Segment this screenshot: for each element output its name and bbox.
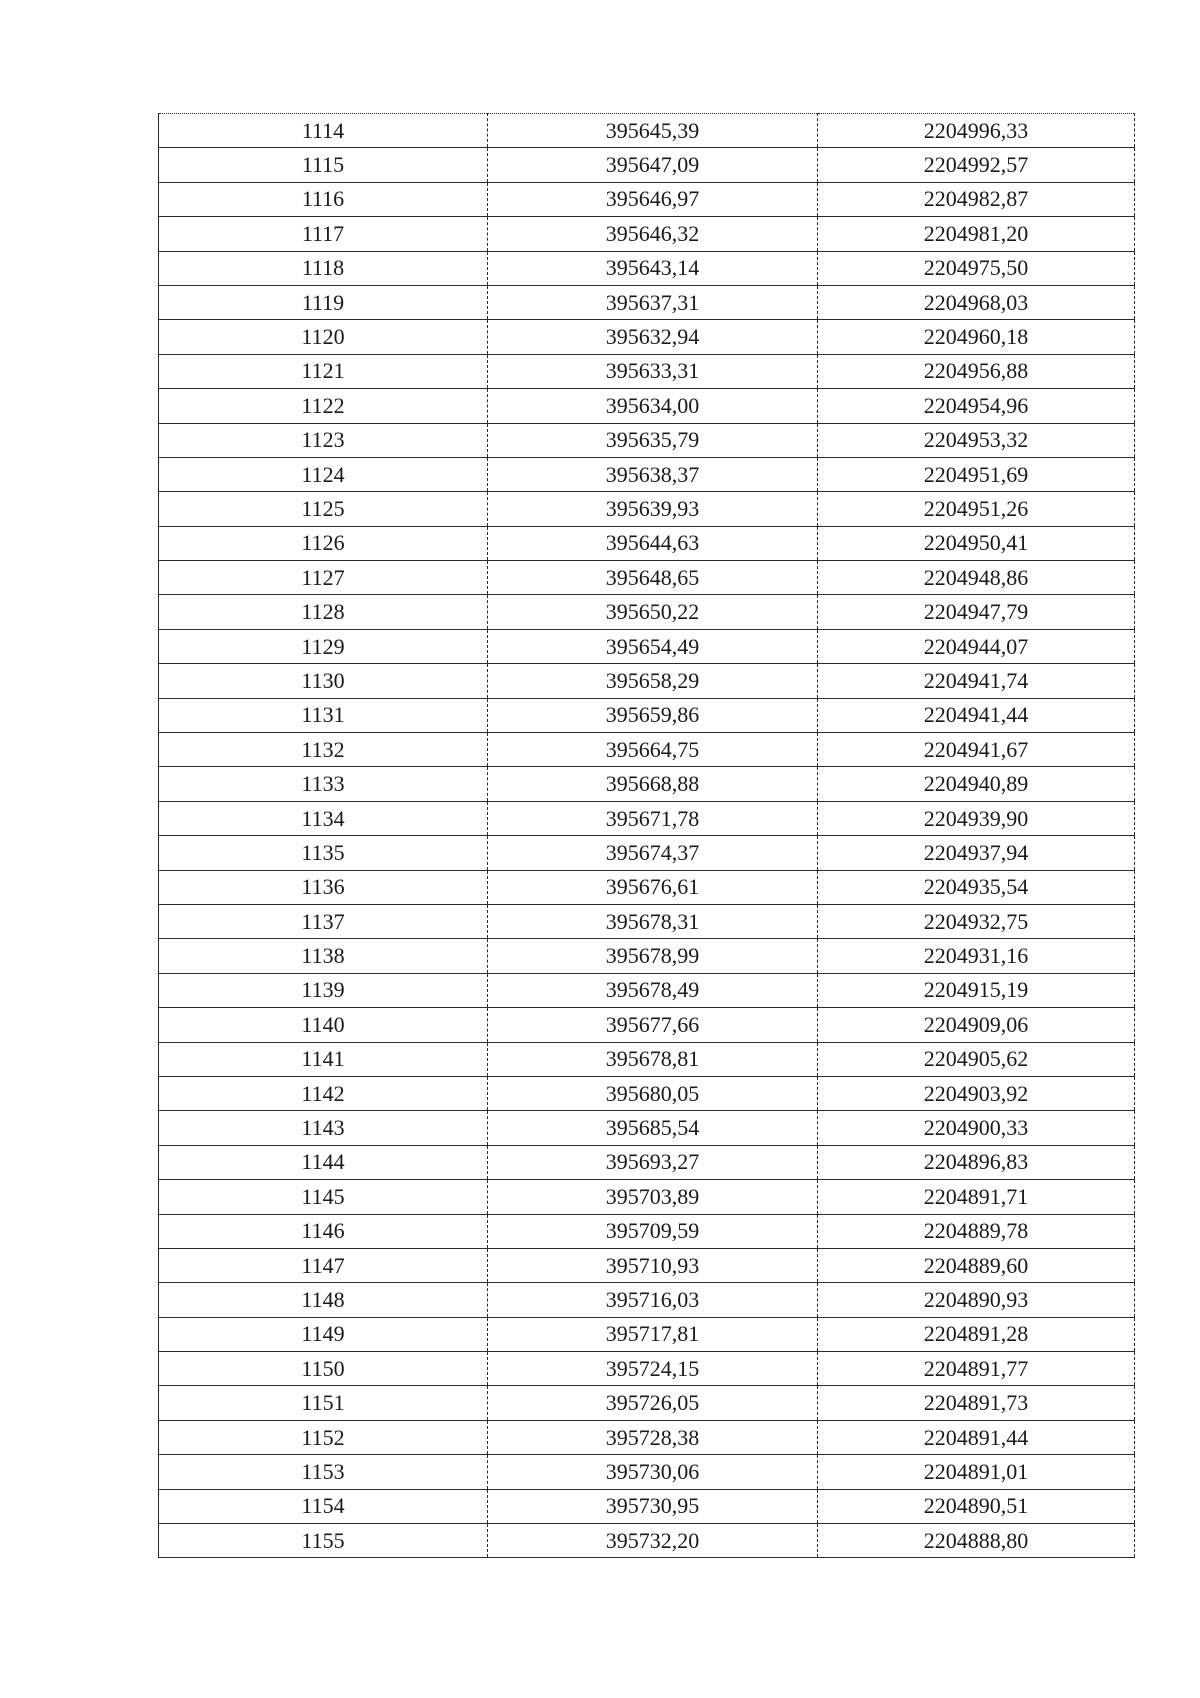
point-number-cell: 1154: [159, 1489, 488, 1523]
x-coordinate-cell: 395676,61: [488, 870, 818, 904]
table-row: [159, 1145, 1135, 1179]
x-coordinate-cell: 395728,38: [488, 1420, 818, 1454]
y-coordinate-cell: 2204960,18: [818, 320, 1135, 354]
y-coordinate-cell: 2204891,73: [818, 1386, 1135, 1420]
point-number-cell: 1115: [159, 148, 488, 182]
table-row: [159, 733, 1135, 767]
y-coordinate-cell: 2204896,83: [818, 1145, 1135, 1179]
table-row: [159, 1111, 1135, 1145]
table-row: [159, 1180, 1135, 1214]
point-number-cell: 1139: [159, 973, 488, 1007]
table-row: [159, 148, 1135, 182]
y-coordinate-cell: 2204935,54: [818, 870, 1135, 904]
x-coordinate-cell: 395730,95: [488, 1489, 818, 1523]
point-number-cell: 1126: [159, 526, 488, 560]
point-number-cell: 1137: [159, 904, 488, 938]
point-number-cell: 1146: [159, 1214, 488, 1248]
point-number-cell: 1152: [159, 1420, 488, 1454]
y-coordinate-cell: 2204956,88: [818, 354, 1135, 388]
table-row: [159, 389, 1135, 423]
x-coordinate-cell: 395677,66: [488, 1008, 818, 1042]
x-coordinate-cell: 395678,49: [488, 973, 818, 1007]
y-coordinate-cell: 2204951,69: [818, 457, 1135, 491]
x-coordinate-cell: 395650,22: [488, 595, 818, 629]
point-number-cell: 1116: [159, 182, 488, 216]
x-coordinate-cell: 395658,29: [488, 664, 818, 698]
point-number-cell: 1145: [159, 1180, 488, 1214]
x-coordinate-cell: 395710,93: [488, 1248, 818, 1282]
x-coordinate-cell: 395632,94: [488, 320, 818, 354]
point-number-cell: 1133: [159, 767, 488, 801]
table-row: [159, 457, 1135, 491]
point-number-cell: 1124: [159, 457, 488, 491]
y-coordinate-cell: 2204890,51: [818, 1489, 1135, 1523]
y-coordinate-cell: 2204951,26: [818, 492, 1135, 526]
point-number-cell: 1122: [159, 389, 488, 423]
point-number-cell: 1130: [159, 664, 488, 698]
point-number-cell: 1123: [159, 423, 488, 457]
y-coordinate-cell: 2204889,78: [818, 1214, 1135, 1248]
table-row: [159, 1524, 1135, 1558]
x-coordinate-cell: 395646,97: [488, 182, 818, 216]
y-coordinate-cell: 2204981,20: [818, 217, 1135, 251]
coordinates-table-body: [159, 114, 1135, 1558]
x-coordinate-cell: 395643,14: [488, 251, 818, 285]
table-row: [159, 1248, 1135, 1282]
x-coordinate-cell: 395678,81: [488, 1042, 818, 1076]
point-number-cell: 1121: [159, 354, 488, 388]
x-coordinate-cell: 395671,78: [488, 801, 818, 835]
x-coordinate-cell: 395685,54: [488, 1111, 818, 1145]
table-row: [159, 251, 1135, 285]
point-number-cell: 1117: [159, 217, 488, 251]
y-coordinate-cell: 2204941,67: [818, 733, 1135, 767]
point-number-cell: 1148: [159, 1283, 488, 1317]
point-number-cell: 1114: [159, 114, 488, 148]
point-number-cell: 1142: [159, 1076, 488, 1110]
table-row: [159, 492, 1135, 526]
x-coordinate-cell: 395668,88: [488, 767, 818, 801]
table-row: [159, 1386, 1135, 1420]
x-coordinate-cell: 395638,37: [488, 457, 818, 491]
coordinates-table: [158, 113, 1135, 1558]
point-number-cell: 1132: [159, 733, 488, 767]
x-coordinate-cell: 395730,06: [488, 1455, 818, 1489]
table-row: [159, 698, 1135, 732]
y-coordinate-cell: 2204950,41: [818, 526, 1135, 560]
table-row: [159, 423, 1135, 457]
point-number-cell: 1149: [159, 1317, 488, 1351]
point-number-cell: 1120: [159, 320, 488, 354]
x-coordinate-cell: 395645,39: [488, 114, 818, 148]
y-coordinate-cell: 2204890,93: [818, 1283, 1135, 1317]
x-coordinate-cell: 395674,37: [488, 836, 818, 870]
table-row: [159, 182, 1135, 216]
point-number-cell: 1134: [159, 801, 488, 835]
x-coordinate-cell: 395633,31: [488, 354, 818, 388]
table-row: [159, 870, 1135, 904]
table-row: [159, 801, 1135, 835]
table-row: [159, 1420, 1135, 1454]
point-number-cell: 1140: [159, 1008, 488, 1042]
y-coordinate-cell: 2204968,03: [818, 285, 1135, 319]
table-row: [159, 1317, 1135, 1351]
y-coordinate-cell: 2204937,94: [818, 836, 1135, 870]
x-coordinate-cell: 395646,32: [488, 217, 818, 251]
y-coordinate-cell: 2204947,79: [818, 595, 1135, 629]
x-coordinate-cell: 395664,75: [488, 733, 818, 767]
y-coordinate-cell: 2204940,89: [818, 767, 1135, 801]
x-coordinate-cell: 395648,65: [488, 561, 818, 595]
table-row: [159, 664, 1135, 698]
x-coordinate-cell: 395693,27: [488, 1145, 818, 1179]
y-coordinate-cell: 2204903,92: [818, 1076, 1135, 1110]
table-row: [159, 285, 1135, 319]
table-row: [159, 1008, 1135, 1042]
table-row: [159, 629, 1135, 663]
y-coordinate-cell: 2204889,60: [818, 1248, 1135, 1282]
point-number-cell: 1127: [159, 561, 488, 595]
y-coordinate-cell: 2204891,71: [818, 1180, 1135, 1214]
point-number-cell: 1136: [159, 870, 488, 904]
x-coordinate-cell: 395654,49: [488, 629, 818, 663]
y-coordinate-cell: 2204992,57: [818, 148, 1135, 182]
x-coordinate-cell: 395647,09: [488, 148, 818, 182]
x-coordinate-cell: 395678,31: [488, 904, 818, 938]
y-coordinate-cell: 2204975,50: [818, 251, 1135, 285]
y-coordinate-cell: 2204953,32: [818, 423, 1135, 457]
y-coordinate-cell: 2204931,16: [818, 939, 1135, 973]
x-coordinate-cell: 395724,15: [488, 1352, 818, 1386]
point-number-cell: 1129: [159, 629, 488, 663]
y-coordinate-cell: 2204909,06: [818, 1008, 1135, 1042]
x-coordinate-cell: 395703,89: [488, 1180, 818, 1214]
x-coordinate-cell: 395678,99: [488, 939, 818, 973]
point-number-cell: 1144: [159, 1145, 488, 1179]
point-number-cell: 1143: [159, 1111, 488, 1145]
y-coordinate-cell: 2204891,77: [818, 1352, 1135, 1386]
x-coordinate-cell: 395644,63: [488, 526, 818, 560]
x-coordinate-cell: 395635,79: [488, 423, 818, 457]
table-row: [159, 1283, 1135, 1317]
y-coordinate-cell: 2204905,62: [818, 1042, 1135, 1076]
table-row: [159, 1076, 1135, 1110]
y-coordinate-cell: 2204982,87: [818, 182, 1135, 216]
y-coordinate-cell: 2204888,80: [818, 1524, 1135, 1558]
x-coordinate-cell: 395659,86: [488, 698, 818, 732]
point-number-cell: 1153: [159, 1455, 488, 1489]
table-row: [159, 904, 1135, 938]
x-coordinate-cell: 395639,93: [488, 492, 818, 526]
point-number-cell: 1138: [159, 939, 488, 973]
y-coordinate-cell: 2204948,86: [818, 561, 1135, 595]
table-row: [159, 526, 1135, 560]
point-number-cell: 1118: [159, 251, 488, 285]
table-row: [159, 767, 1135, 801]
point-number-cell: 1128: [159, 595, 488, 629]
x-coordinate-cell: 395634,00: [488, 389, 818, 423]
y-coordinate-cell: 2204915,19: [818, 973, 1135, 1007]
table-row: [159, 561, 1135, 595]
point-number-cell: 1135: [159, 836, 488, 870]
x-coordinate-cell: 395732,20: [488, 1524, 818, 1558]
x-coordinate-cell: 395637,31: [488, 285, 818, 319]
x-coordinate-cell: 395709,59: [488, 1214, 818, 1248]
point-number-cell: 1150: [159, 1352, 488, 1386]
y-coordinate-cell: 2204939,90: [818, 801, 1135, 835]
y-coordinate-cell: 2204891,01: [818, 1455, 1135, 1489]
y-coordinate-cell: 2204996,33: [818, 114, 1135, 148]
point-number-cell: 1119: [159, 285, 488, 319]
x-coordinate-cell: 395726,05: [488, 1386, 818, 1420]
table-row: [159, 973, 1135, 1007]
table-row: [159, 1352, 1135, 1386]
table-row: [159, 595, 1135, 629]
point-number-cell: 1125: [159, 492, 488, 526]
point-number-cell: 1155: [159, 1524, 488, 1558]
y-coordinate-cell: 2204941,74: [818, 664, 1135, 698]
x-coordinate-cell: 395716,03: [488, 1283, 818, 1317]
table-row: [159, 114, 1135, 148]
x-coordinate-cell: 395680,05: [488, 1076, 818, 1110]
y-coordinate-cell: 2204932,75: [818, 904, 1135, 938]
table-row: [159, 939, 1135, 973]
point-number-cell: 1147: [159, 1248, 488, 1282]
table-row: [159, 1455, 1135, 1489]
y-coordinate-cell: 2204891,44: [818, 1420, 1135, 1454]
y-coordinate-cell: 2204891,28: [818, 1317, 1135, 1351]
point-number-cell: 1141: [159, 1042, 488, 1076]
point-number-cell: 1151: [159, 1386, 488, 1420]
x-coordinate-cell: 395717,81: [488, 1317, 818, 1351]
table-row: [159, 836, 1135, 870]
y-coordinate-cell: 2204944,07: [818, 629, 1135, 663]
table-row: [159, 1042, 1135, 1076]
y-coordinate-cell: 2204954,96: [818, 389, 1135, 423]
table-row: [159, 354, 1135, 388]
table-row: [159, 1214, 1135, 1248]
table-row: [159, 320, 1135, 354]
y-coordinate-cell: 2204900,33: [818, 1111, 1135, 1145]
table-row: [159, 217, 1135, 251]
y-coordinate-cell: 2204941,44: [818, 698, 1135, 732]
point-number-cell: 1131: [159, 698, 488, 732]
table-row: [159, 1489, 1135, 1523]
